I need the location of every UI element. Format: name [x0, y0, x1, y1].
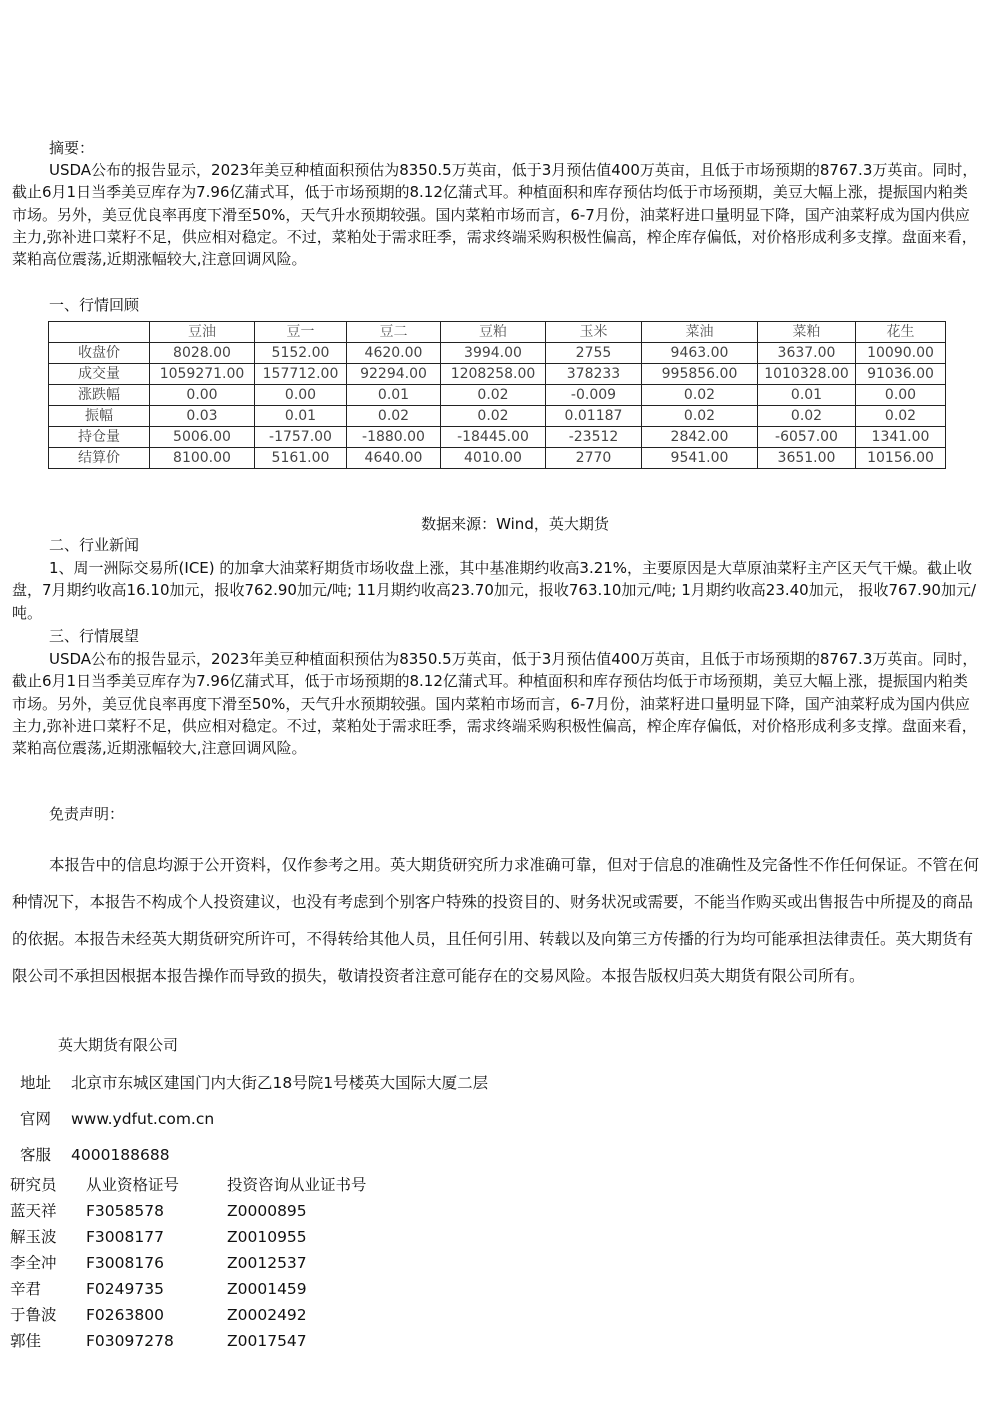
service-label: 客服 — [20, 1146, 52, 1164]
table-row-label: 成交量 — [49, 364, 150, 385]
table-cell: 0.01187 — [546, 406, 642, 427]
table-cell: 2755 — [546, 343, 642, 364]
table-cell: -6057.00 — [758, 427, 856, 448]
table-cell: 4640.00 — [347, 448, 441, 469]
table-row — [49, 406, 946, 427]
disclaimer-title: 免责声明： — [49, 805, 125, 823]
staff-row — [10, 1198, 407, 1224]
market-table-container — [48, 321, 945, 469]
address-value: 北京市东城区建国门内大街乙18号院1号楼英大国际大厦二层 — [71, 1074, 489, 1092]
table-cell: 9541.00 — [642, 448, 758, 469]
table-row — [49, 343, 946, 364]
table-cell: 3637.00 — [758, 343, 856, 364]
table-header-cell: 豆二 — [347, 322, 441, 343]
service-phone: 4000188688 — [71, 1146, 170, 1164]
summary-label: 摘要： — [49, 139, 95, 157]
table-cell: 92294.00 — [347, 364, 441, 385]
staff-name: 辛君 — [10, 1280, 42, 1298]
table-cell: 0.01 — [347, 385, 441, 406]
staff-name: 蓝天祥 — [10, 1202, 57, 1220]
table-row — [49, 427, 946, 448]
table-header-row — [49, 322, 946, 343]
staff-row — [10, 1224, 407, 1250]
table-row — [49, 448, 946, 469]
address-label: 地址 — [20, 1074, 52, 1092]
table-cell: 0.01 — [758, 385, 856, 406]
staff-header-cell: 投资咨询从业证书号 — [227, 1176, 367, 1194]
outlook-text: USDA公布的报告显示，2023年美豆种植面积预估为8350.5万英亩，低于3月预估值400万英亩，且低于市场预期的8767.3万英亩。同时，截止6月1日当季美豆库存为7.96亿蒲式耳，低于市场预期的8.12亿蒲式耳。种植面积和库存预估均低于市场预期，美豆大幅上涨，提振国内粕类市场。另外，美豆优良率再度下滑至50%，天气升水预期较强。国内菜粕市场而言，6-7月份，油菜籽进口量明显下降，国产油菜籽成为国内供应主力,弥补进口菜籽不足，供应相对稳定。不过，菜粕处于需求旺季，需求终端采购积极性偏高，榨企库存偏低，对价格形成利多支撑。盘面来看，菜粕高位震荡,近期涨幅较大,注意回调风险。 — [12, 650, 978, 758]
staff-header-cell: 研究员 — [10, 1176, 57, 1194]
staff-header-cell: 从业资格证号 — [86, 1176, 180, 1194]
staff-license: F3058578 — [86, 1202, 164, 1220]
table-cell: 0.02 — [642, 406, 758, 427]
staff-header-row — [10, 1172, 407, 1198]
table-cell: 0.02 — [758, 406, 856, 427]
news-section — [12, 557, 980, 624]
table-header-cell: 玉米 — [546, 322, 642, 343]
staff-row — [10, 1276, 407, 1302]
table-cell: 0.02 — [642, 385, 758, 406]
table-header-cell: 豆一 — [255, 322, 347, 343]
section1-title: 一、行情回顾 — [49, 296, 140, 314]
summary-text: USDA公布的报告显示，2023年美豆种植面积预估为8350.5万英亩，低于3月预估值400万英亩，且低于市场预期的8767.3万英亩。同时，截止6月1日当季美豆库存为7.96亿蒲式耳，低于市场预期的8.12亿蒲式耳。种植面积和库存预估均低于市场预期，美豆大幅上涨，提振国内粕类市场。另外，美豆优良率再度下滑至50%，天气升水预期较强。国内菜粕市场而言，6-7月份，油菜籽进口量明显下降，国产油菜籽成为国内供应主力,弥补进口菜籽不足，供应相对稳定。不过，菜粕处于需求旺季，需求终端采购积极性偏高，榨企库存偏低，对价格形成利多支撑。盘面来看，菜粕高位震荡,近期涨幅较大,注意回调风险。 — [12, 161, 978, 269]
summary-section — [12, 159, 980, 270]
staff-consult-license: Z0001459 — [227, 1280, 307, 1298]
service-row — [20, 1143, 170, 1165]
staff-list — [10, 1172, 407, 1354]
outlook-section — [12, 648, 980, 759]
table-cell: 4620.00 — [347, 343, 441, 364]
staff-name: 于鲁波 — [10, 1306, 57, 1324]
table-cell: 0.00 — [255, 385, 347, 406]
table-cell: 1059271.00 — [150, 364, 255, 385]
staff-consult-license: Z0000895 — [227, 1202, 307, 1220]
staff-row — [10, 1328, 407, 1354]
table-cell: -18445.00 — [441, 427, 546, 448]
website-label: 官网 — [20, 1110, 52, 1128]
staff-row — [10, 1302, 407, 1328]
market-table — [48, 321, 946, 469]
table-cell: 0.02 — [441, 385, 546, 406]
table-cell: 8028.00 — [150, 343, 255, 364]
staff-name: 郭佳 — [10, 1332, 42, 1350]
section3-title: 三、行情展望 — [49, 627, 140, 645]
table-cell: 1010328.00 — [758, 364, 856, 385]
table-header-cell: 豆油 — [150, 322, 255, 343]
table-cell: 8100.00 — [150, 448, 255, 469]
table-header-cell: 菜粕 — [758, 322, 856, 343]
table-row-label: 持仓量 — [49, 427, 150, 448]
table-cell: 0.02 — [347, 406, 441, 427]
table-cell: 0.02 — [441, 406, 546, 427]
table-header-cell — [49, 322, 150, 343]
table-row-label: 涨跌幅 — [49, 385, 150, 406]
table-row — [49, 385, 946, 406]
staff-license: F03097278 — [86, 1332, 174, 1350]
table-cell: 10156.00 — [856, 448, 946, 469]
staff-name: 解玉波 — [10, 1228, 57, 1246]
table-cell: 378233 — [546, 364, 642, 385]
staff-consult-license: Z0012537 — [227, 1254, 307, 1272]
table-header-cell: 花生 — [856, 322, 946, 343]
staff-license: F0249735 — [86, 1280, 164, 1298]
table-cell: 157712.00 — [255, 364, 347, 385]
table-cell: 0.02 — [856, 406, 946, 427]
table-row — [49, 364, 946, 385]
table-cell: 0.00 — [856, 385, 946, 406]
table-row-label: 结算价 — [49, 448, 150, 469]
table-header-cell: 豆粕 — [441, 322, 546, 343]
website-link[interactable]: www.ydfut.com.cn — [71, 1110, 215, 1128]
table-header-cell: 菜油 — [642, 322, 758, 343]
table-cell: 3994.00 — [441, 343, 546, 364]
staff-row — [10, 1250, 407, 1276]
website-row — [20, 1107, 214, 1129]
table-cell: 0.01 — [255, 406, 347, 427]
table-cell: 5152.00 — [255, 343, 347, 364]
table-cell: 10090.00 — [856, 343, 946, 364]
table-cell: -1880.00 — [347, 427, 441, 448]
table-cell: 1341.00 — [856, 427, 946, 448]
staff-license: F3008177 — [86, 1228, 164, 1246]
table-cell: 4010.00 — [441, 448, 546, 469]
staff-license: F3008176 — [86, 1254, 164, 1272]
staff-consult-license: Z0017547 — [227, 1332, 307, 1350]
table-cell: -1757.00 — [255, 427, 347, 448]
table-cell: -0.009 — [546, 385, 642, 406]
section2-title: 二、行业新闻 — [49, 536, 140, 554]
staff-consult-license: Z0010955 — [227, 1228, 307, 1246]
table-cell: 3651.00 — [758, 448, 856, 469]
table-cell: -23512 — [546, 427, 642, 448]
address-row — [20, 1071, 488, 1093]
staff-license: F0263800 — [86, 1306, 164, 1324]
table-cell: 2770 — [546, 448, 642, 469]
news-text: 1、周一洲际交易所(ICE) 的加拿大油菜籽期货市场收盘上涨，其中基准期约收高3.21%，主要原因是大草原油菜籽主产区天气干燥。截止收盘，7月期约收高16.10加元，报收762.90加元/吨; 11月期约收高23.70加元，报收763.10加元/吨; 1月期约收高23.40加元， 报收767.90加元/吨。 — [12, 559, 977, 622]
table-cell: 995856.00 — [642, 364, 758, 385]
table-cell: 5006.00 — [150, 427, 255, 448]
company-name: 英大期货有限公司 — [58, 1036, 179, 1054]
table-cell: 9463.00 — [642, 343, 758, 364]
staff-name: 李全冲 — [10, 1254, 57, 1272]
table-cell: 0.03 — [150, 406, 255, 427]
staff-consult-license: Z0002492 — [227, 1306, 307, 1324]
disclaimer-text: 本报告中的信息均源于公开资料，仅作参考之用。英大期货研究所力求准确可靠，但对于信息的准确性及完备性不作任何保证。不管在何种情况下，本报告不构成个人投资建议，也没有考虑到个别客户特殊的投资目的、财务状况或需要，不能当作购买或出售报告中所提及的商品的依据。本报告未经英大期货研究所许可，不得转给其他人员，且任何引用、转载以及向第三方传播的行为均可能承担法律责任。英大期货有限公司不承担因根据本报告操作而导致的损失，敬请投资者注意可能存在的交易风险。本报告版权归英大期货有限公司所有。 — [12, 856, 980, 985]
data-source: 数据来源：Wind，英大期货 — [421, 515, 609, 533]
table-cell: 5161.00 — [255, 448, 347, 469]
table-row-label: 振幅 — [49, 406, 150, 427]
table-cell: 0.00 — [150, 385, 255, 406]
table-row-label: 收盘价 — [49, 343, 150, 364]
table-cell: 91036.00 — [856, 364, 946, 385]
table-cell: 1208258.00 — [441, 364, 546, 385]
table-cell: 2842.00 — [642, 427, 758, 448]
